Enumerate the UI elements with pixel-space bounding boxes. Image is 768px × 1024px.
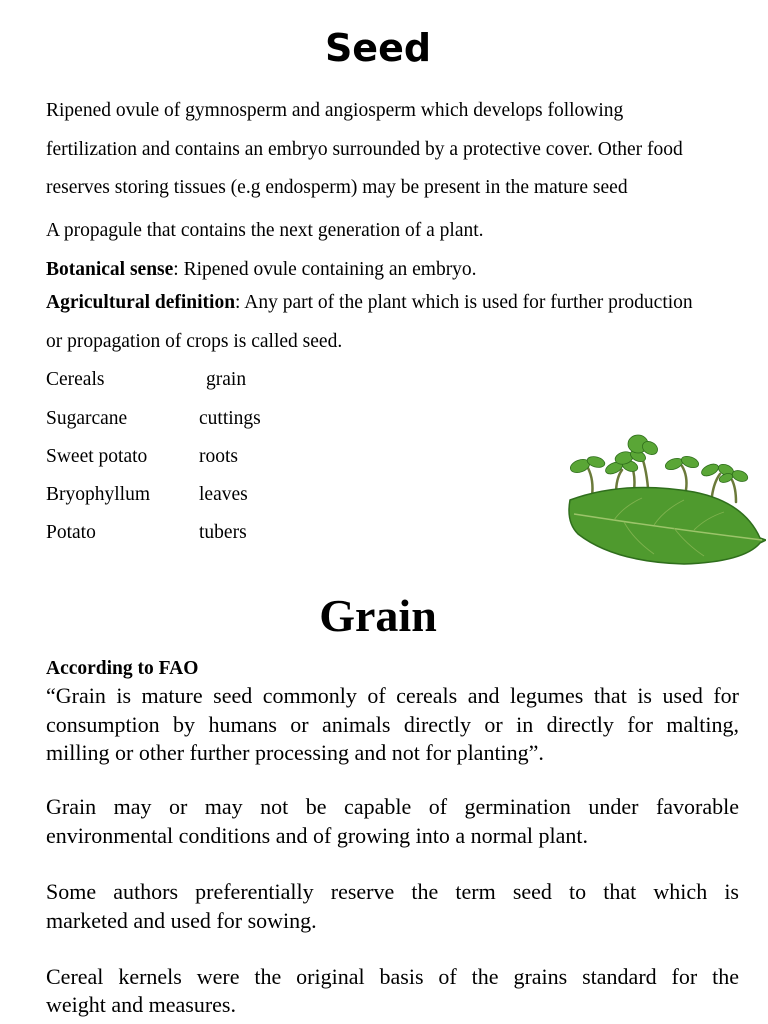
botanical-sense-label: Botanical sense [46,259,174,280]
example-part: leaves [199,484,248,505]
germination-line-1: Grain may or may not be capable of germination under favorable [46,794,739,819]
example-part: tubers [199,522,247,543]
botanical-sense-text: : Ripened ovule containing an embryo. [173,259,477,280]
example-crop: Bryophyllum [46,484,151,505]
grain-title: Grain [319,590,437,641]
agricultural-definition-line-2: or propagation of crops is called seed. [46,331,343,352]
fao-quote-line-3: milling or other further processing and not for planting”. [46,740,544,765]
seed-definition-line-2: fertilization and contains an embryo surrounded by a protective cover. Other food [46,139,683,160]
fao-heading: According to FAO [46,658,199,679]
botanical-sense-line [46,258,477,282]
example-part: roots [199,446,238,467]
agricultural-definition-text: : Any part of the plant which is used for further production [235,292,693,313]
seed-definition-line-3: reserves storing tissues (e.g endosperm) may be present in the mature seed [46,177,628,198]
seed-title: Seed [324,26,432,70]
example-crop: Cereals [46,369,105,390]
example-part: cuttings [199,408,261,429]
authors-line-1: Some authors preferentially reserve the term seed to that which is [46,879,739,904]
propagule-sentence: A propagule that contains the next generation of a plant. [46,220,484,241]
example-crop: Sugarcane [46,408,128,429]
fao-quote-line-2: consumption by humans or animals directly or in directly for malting, [46,712,739,737]
example-crop: Sweet potato [46,446,148,467]
authors-line-2: marketed and used for sowing. [46,908,317,933]
cereal-line-1: Cereal kernels were the original basis of the grains standard for the [46,964,739,989]
agricultural-definition-line-1 [46,291,693,315]
example-part: grain [206,369,247,390]
germination-line-2: environmental conditions and of growing into a normal plant. [46,823,588,848]
fao-quote-line-1: “Grain is mature seed commonly of cereals and legumes that is used for [46,683,739,708]
example-crop: Potato [46,522,96,543]
seed-definition-line-1: Ripened ovule of gymnosperm and angiosperm which develops following [46,100,624,121]
bryophyllum-leaf-image [564,430,766,570]
agricultural-definition-label: Agricultural definition [46,292,236,313]
cereal-line-2: weight and measures. [46,992,236,1017]
